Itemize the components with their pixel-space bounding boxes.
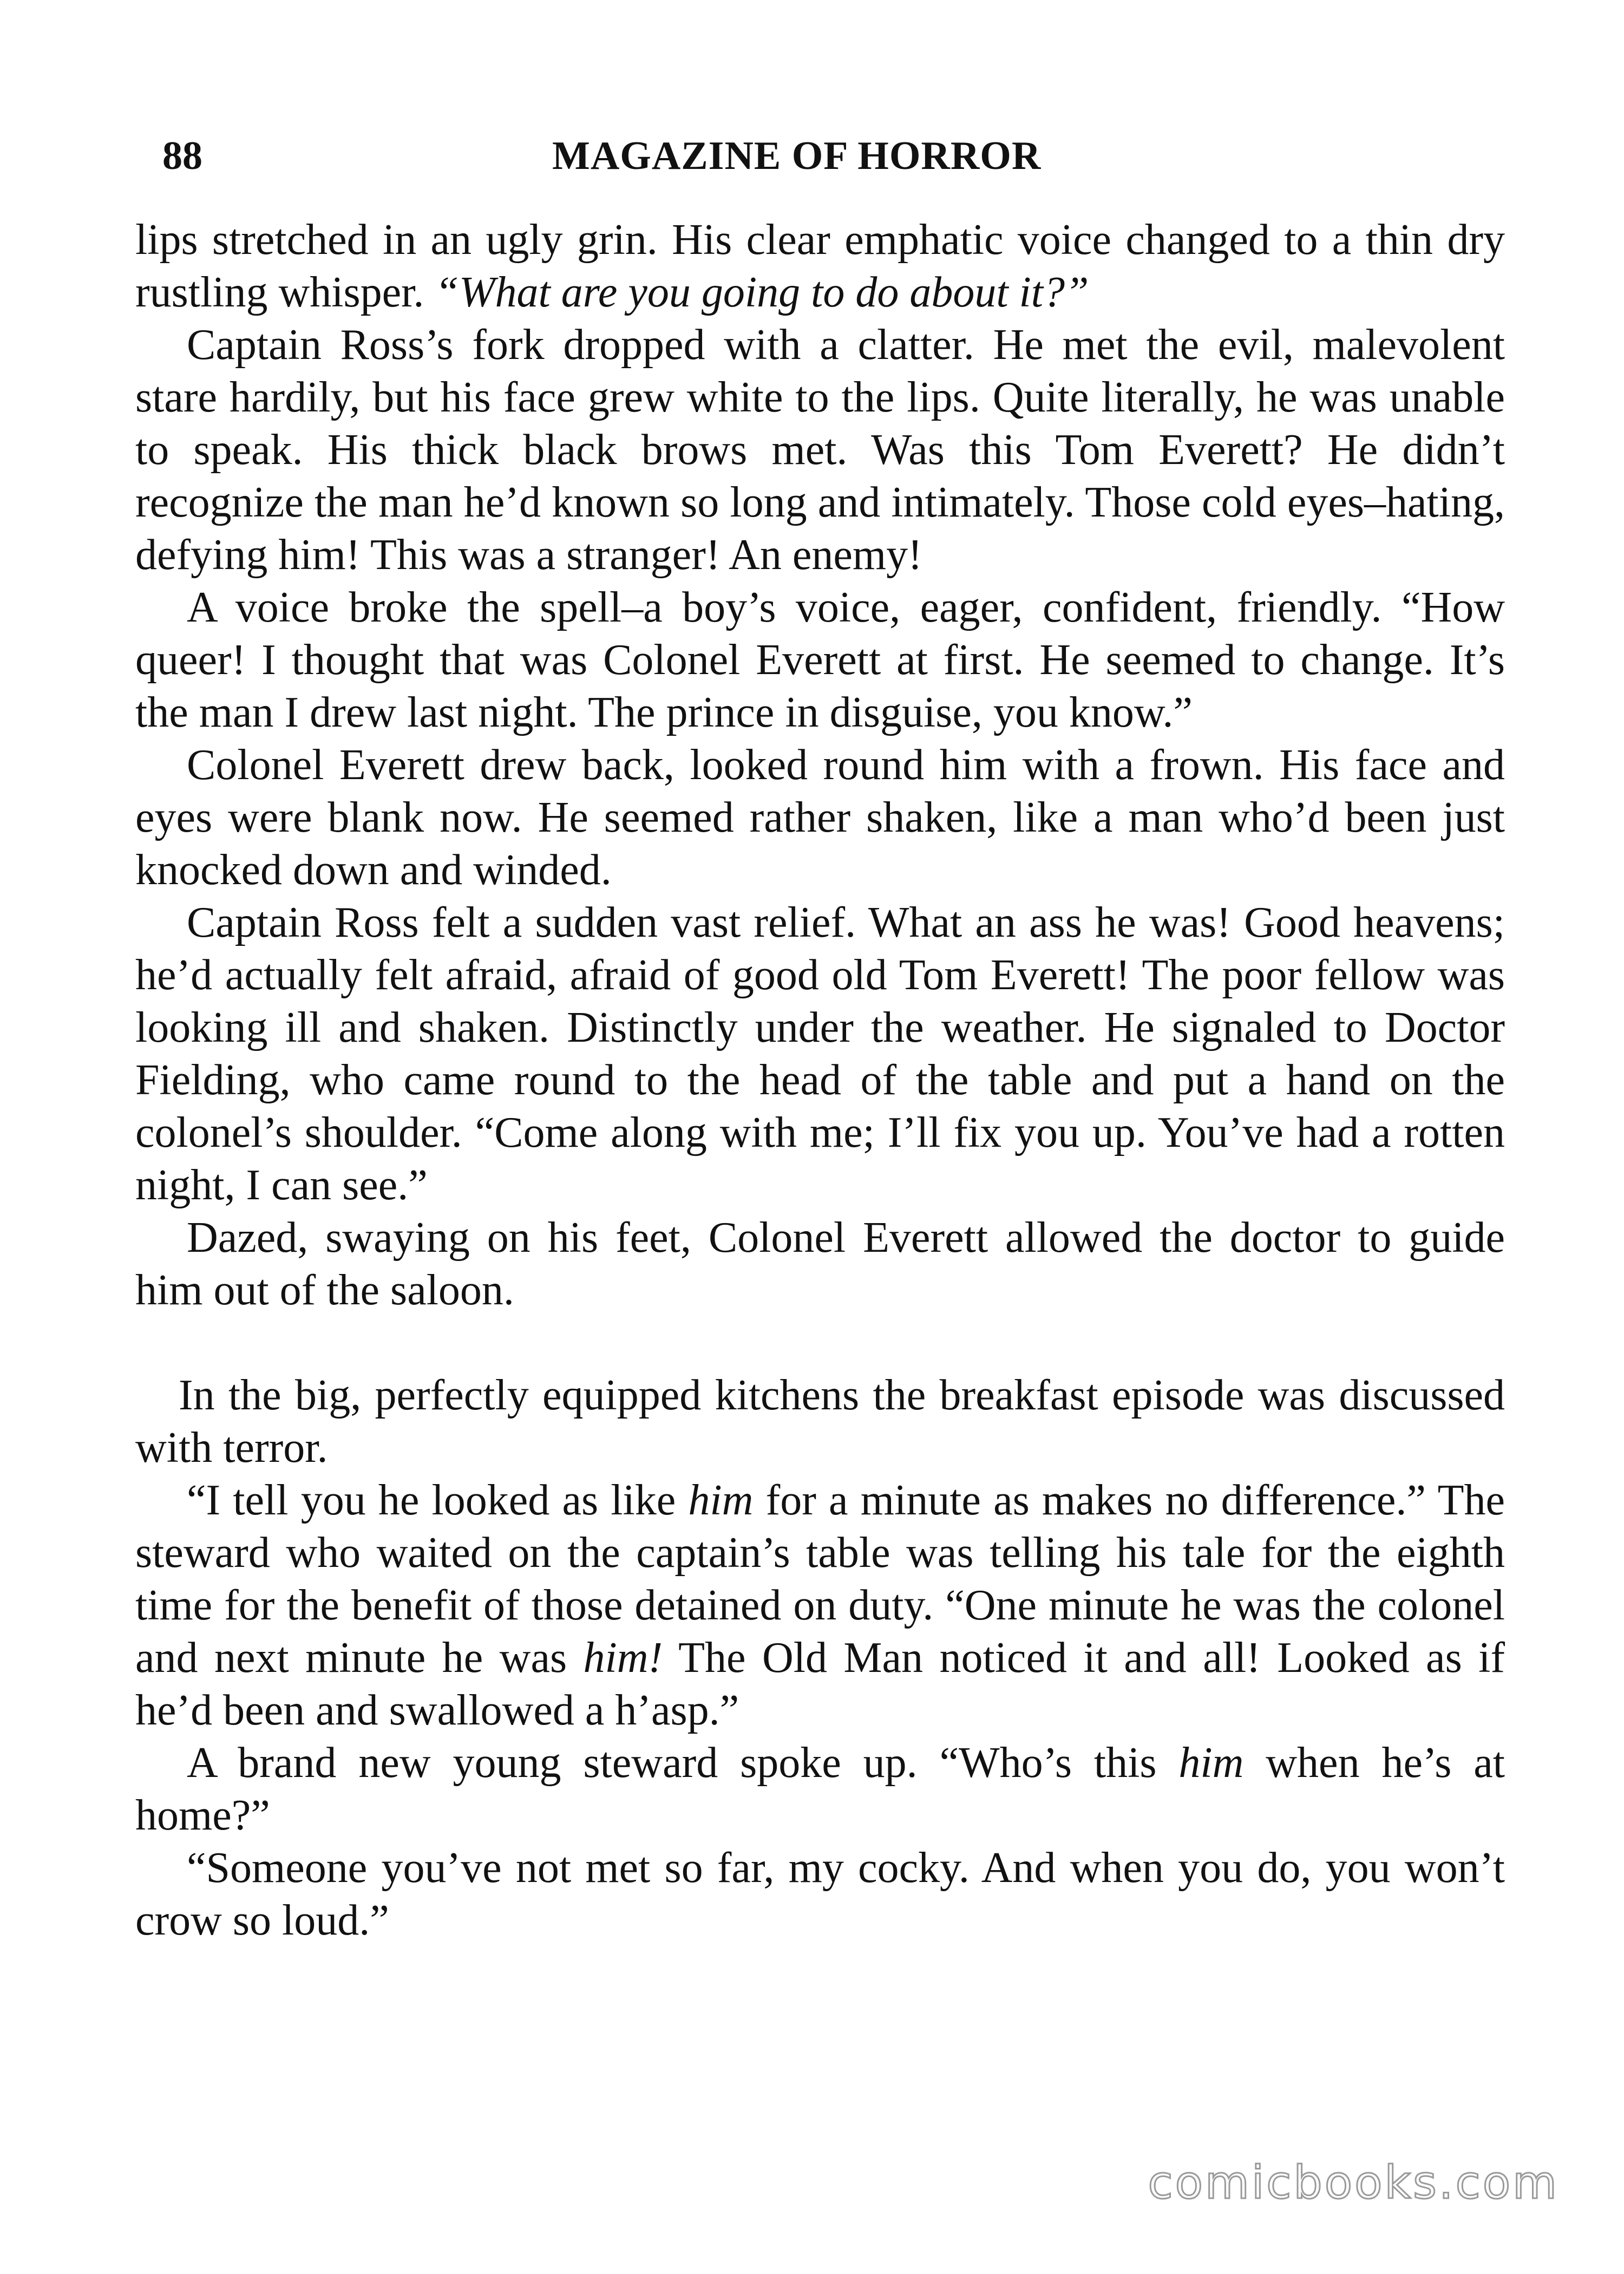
paragraph — [135, 1212, 1505, 1317]
page-number: 88 — [162, 134, 202, 178]
paragraph — [135, 1737, 1505, 1842]
text-run: when he’s at home?” — [135, 1739, 1505, 1839]
paragraph — [135, 1474, 1505, 1737]
italic-text: him — [1178, 1739, 1244, 1787]
page-header — [162, 129, 1494, 183]
watermark: comicbooks.com — [1148, 2156, 1559, 2209]
text-run: Colonel Everett drew back, looked round him with a frown. His face and eyes were blank now. He seemed rather shaken, like a man who’d been just knocked down and winded. — [135, 741, 1505, 894]
text-run: Dazed, swaying on his feet, Colonel Everett allowed the doctor to guide him out of the saloon. — [135, 1214, 1505, 1314]
text-run: A voice broke the spell–a boy’s voice, eager, confident, friendly. “How queer! I thought that was Colonel Everett at first. He seemed to change. It’s the man I drew last night. The prince in disguise, you know.” — [135, 584, 1505, 736]
paragraph — [135, 319, 1505, 581]
paragraph — [135, 739, 1505, 897]
running-head: MAGAZINE OF HORROR — [552, 134, 1042, 178]
paragraph — [135, 1369, 1505, 1474]
italic-text: him — [688, 1476, 754, 1524]
paragraph — [135, 581, 1505, 739]
text-run: A brand new young steward spoke up. “Who’s this — [187, 1739, 1179, 1787]
text-run: Captain Ross’s fork dropped with a clatter. He met the evil, malevolent stare hardily, but his face grew white to the lips. Quite literally, he was unable to speak. His thick black brows met. Was this Tom Everett? He didn’t recognize the man he’d known so long and intimately. Those cold eyes–hating, defying him! This was a stranger! An enemy! — [135, 321, 1505, 579]
text-run: In the big, perfectly equipped kitchens the breakfast episode was discussed with terror. — [135, 1371, 1505, 1472]
body-text — [135, 214, 1505, 1947]
text-run: The Old Man noticed it and all! Looked as if he’d been and swallowed a h’asp.” — [135, 1634, 1505, 1734]
italic-text: him! — [583, 1634, 663, 1682]
text-run: lips stretched in an ugly grin. His clear emphatic voice changed to a thin dry rustling whisper. — [135, 216, 1505, 316]
text-run: “I tell you he looked as like — [187, 1476, 689, 1524]
paragraph — [135, 1842, 1505, 1947]
italic-text: “What are you going to do about it?” — [435, 269, 1089, 316]
paragraph — [135, 214, 1505, 319]
text-run: for a minute as makes no difference.” The steward who waited on the captain’s table was telling his tale for the eighth time for the benefit of those detained on duty. “One minute he was the colonel and next minute he was — [135, 1476, 1505, 1682]
paragraph — [135, 897, 1505, 1212]
text-run: “Someone you’ve not met so far, my cocky. And when you do, you won’t crow so loud.” — [135, 1844, 1505, 1944]
text-run: Captain Ross felt a sudden vast relief. What an ass he was! Good heavens; he’d actually felt afraid, afraid of good old Tom Everett! The poor fellow was looking ill and shaken. Distinctly under the weather. He signaled to Doctor Fielding, who came round to the head of the table and put a hand on the colonel’s shoulder. “Come along with me; I’ll fix you up. You’ve had a rotten night, I can see.” — [135, 899, 1505, 1209]
